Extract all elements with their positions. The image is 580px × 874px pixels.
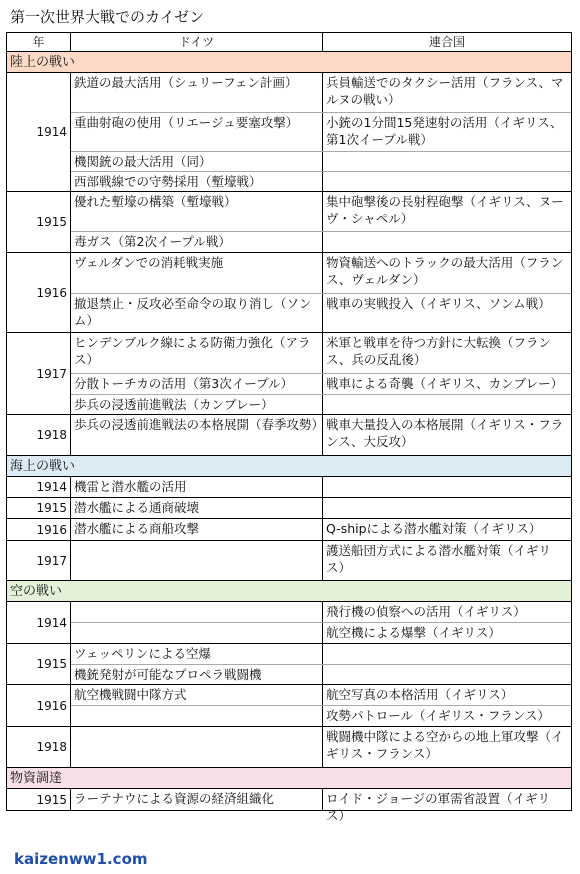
year-cell: 1917 bbox=[7, 333, 71, 414]
germany-cell: 優れた塹壕の構築（塹壕戦） bbox=[71, 192, 323, 231]
year-cell: 1915 bbox=[7, 644, 71, 684]
section-title: 陸上の戦い bbox=[6, 52, 572, 73]
year-cell: 1916 bbox=[7, 519, 71, 540]
table-header bbox=[6, 32, 572, 52]
year-rows bbox=[71, 333, 571, 414]
allies-cell: 戦闘機中隊による空からの地上軍攻撃（イギリス・フランス） bbox=[326, 729, 564, 761]
table-row bbox=[71, 192, 571, 231]
year-rows bbox=[71, 477, 571, 497]
germany-cell: 西部戦線での守勢採用（塹壕戦） bbox=[71, 172, 323, 191]
table-row bbox=[71, 333, 571, 373]
allies-cell bbox=[323, 498, 571, 518]
germany-cell: 撤退禁止・反攻必至命令の取り消し（ソンム） bbox=[71, 294, 323, 332]
germany-cell bbox=[71, 727, 323, 767]
germany-cell: ラーテナウによる資源の経済組織化 bbox=[71, 789, 323, 810]
germany-cell: 鉄道の最大活用（シュリーフェン計画） bbox=[71, 73, 323, 112]
allies-cell: 戦車大量投入の本格展開（イギリス・フランス、大反攻） bbox=[326, 417, 564, 449]
year-rows bbox=[71, 789, 571, 823]
allies-cell bbox=[323, 172, 571, 191]
allies-cell: 小銃の1分間15発速射の活用（イギリス、第1次イープル戦） bbox=[326, 115, 563, 147]
germany-cell bbox=[71, 623, 323, 643]
table-row bbox=[71, 151, 571, 171]
germany-cell bbox=[71, 541, 323, 580]
table-row bbox=[71, 789, 571, 823]
allies-cell: ロイド・ジョージの軍需省設置（イギリス） bbox=[326, 791, 551, 823]
germany-cell: ヒンデンブルク線による防衛力強化（アラス） bbox=[71, 333, 323, 373]
table-row bbox=[71, 622, 571, 643]
table-row bbox=[71, 498, 571, 518]
table-row bbox=[71, 373, 571, 394]
year-rows bbox=[71, 519, 571, 540]
allies-cell: 護送船団方式による潜水艦対策（イギリス） bbox=[326, 543, 552, 575]
year-rows bbox=[71, 192, 571, 252]
header-year: 年 bbox=[7, 33, 71, 51]
allies-cell: 物資輸送へのトラックの最大活用（フランス、ヴェルダン） bbox=[326, 255, 564, 287]
allies-cell: Q-shipによる潜水艦対策（イギリス） bbox=[326, 521, 542, 536]
table-row bbox=[71, 415, 571, 455]
table-row bbox=[71, 73, 571, 112]
year-cell: 1914 bbox=[7, 73, 71, 191]
germany-cell: 航空機戦闘中隊方式 bbox=[71, 685, 323, 705]
allies-cell: 戦車による奇襲（イギリス、カンブレー） bbox=[326, 376, 564, 391]
germany-cell: ツェッペリンによる空爆 bbox=[71, 644, 323, 664]
year-group bbox=[6, 73, 572, 192]
allies-cell: 飛行機の偵察への活用（イギリス） bbox=[326, 604, 526, 619]
allies-cell bbox=[323, 665, 571, 684]
table-row bbox=[71, 541, 571, 580]
table-row bbox=[71, 705, 571, 726]
table-row bbox=[71, 602, 571, 622]
section bbox=[6, 52, 572, 456]
year-group bbox=[6, 253, 572, 333]
section bbox=[6, 581, 572, 768]
year-cell: 1915 bbox=[7, 498, 71, 518]
table-row bbox=[71, 293, 571, 332]
allies-cell: 集中砲撃後の長射程砲撃（イギリス、ヌーヴ・シャペル） bbox=[326, 194, 564, 226]
year-rows bbox=[71, 541, 571, 580]
year-rows bbox=[71, 685, 571, 726]
year-group bbox=[6, 602, 572, 644]
allies-cell: 攻勢パトロール（イギリス・フランス） bbox=[326, 708, 550, 723]
year-group bbox=[6, 477, 572, 498]
year-group bbox=[6, 789, 572, 823]
germany-cell: 潜水艦による通商破壊 bbox=[71, 498, 323, 518]
year-rows bbox=[71, 602, 571, 643]
year-group bbox=[6, 415, 572, 456]
year-cell: 1916 bbox=[7, 685, 71, 726]
germany-cell: 機銃発射が可能なプロペラ戦闘機 bbox=[71, 665, 323, 684]
allies-cell bbox=[323, 477, 571, 497]
section-title: 空の戦い bbox=[6, 581, 572, 602]
germany-cell: ヴェルダンでの消耗戦実施 bbox=[71, 253, 323, 293]
table-row bbox=[71, 519, 571, 540]
year-rows bbox=[71, 644, 571, 684]
germany-cell: 歩兵の浸透前進戦法の本格展開（春季攻勢） bbox=[71, 415, 323, 455]
year-cell: 1915 bbox=[7, 192, 71, 252]
allies-cell: 航空機による爆撃（イギリス） bbox=[326, 625, 501, 640]
site-link[interactable]: kaizenww1.com bbox=[14, 850, 148, 868]
year-group bbox=[6, 333, 572, 415]
germany-cell bbox=[71, 706, 323, 726]
year-cell: 1915 bbox=[7, 789, 71, 810]
table-body bbox=[6, 52, 572, 823]
page-title: 第一次世界大戦でのカイゼン bbox=[10, 8, 205, 26]
germany-cell: 機雷と潜水艦の活用 bbox=[71, 477, 323, 497]
germany-cell: 毒ガス（第2次イープル戦） bbox=[71, 232, 323, 252]
table-row bbox=[71, 253, 571, 293]
allies-cell: 航空写真の本格活用（イギリス） bbox=[326, 687, 514, 702]
germany-cell: 潜水艦による商船攻撃 bbox=[71, 519, 323, 540]
germany-cell: 歩兵の浸透前進戦法（カンブレー） bbox=[71, 395, 323, 414]
year-group bbox=[6, 644, 572, 685]
year-rows bbox=[71, 727, 571, 767]
year-cell: 1918 bbox=[7, 727, 71, 767]
year-cell: 1918 bbox=[7, 415, 71, 455]
year-group bbox=[6, 498, 572, 519]
allies-cell bbox=[323, 395, 571, 414]
section-title: 物資調達 bbox=[6, 768, 572, 789]
allies-cell: 兵員輸送でのタクシー活用（フランス、マルヌの戦い） bbox=[326, 75, 564, 107]
table-row bbox=[71, 644, 571, 664]
year-rows bbox=[71, 73, 571, 191]
germany-cell bbox=[71, 602, 323, 622]
table-row bbox=[71, 171, 571, 191]
table-row bbox=[71, 394, 571, 414]
year-group bbox=[6, 541, 572, 581]
year-cell: 1914 bbox=[7, 477, 71, 497]
table-row bbox=[71, 477, 571, 497]
table-row bbox=[71, 231, 571, 252]
header-allies: 連合国 bbox=[428, 35, 465, 49]
year-cell: 1914 bbox=[7, 602, 71, 643]
year-group bbox=[6, 519, 572, 541]
table-row bbox=[71, 727, 571, 767]
year-cell: 1916 bbox=[7, 253, 71, 332]
germany-cell: 機関銃の最大活用（同） bbox=[71, 152, 323, 171]
year-group bbox=[6, 727, 572, 768]
allies-cell bbox=[323, 152, 571, 171]
kaizen-table bbox=[6, 32, 572, 823]
header-germany: ドイツ bbox=[71, 33, 323, 51]
year-group bbox=[6, 192, 572, 253]
table-row bbox=[71, 664, 571, 684]
year-rows bbox=[71, 253, 571, 332]
year-rows bbox=[71, 415, 571, 455]
germany-cell: 分散トーチカの活用（第3次イープル） bbox=[71, 374, 323, 394]
allies-cell bbox=[323, 644, 571, 664]
section bbox=[6, 768, 572, 823]
germany-cell: 重曲射砲の使用（リエージュ要塞攻撃） bbox=[71, 113, 323, 151]
allies-cell: 戦車の実戦投入（イギリス、ソンム戦） bbox=[326, 296, 551, 311]
section-title: 海上の戦い bbox=[6, 456, 572, 477]
allies-cell bbox=[323, 232, 571, 252]
section bbox=[6, 456, 572, 581]
year-group bbox=[6, 685, 572, 727]
table-row bbox=[71, 685, 571, 705]
year-rows bbox=[71, 498, 571, 518]
table-row bbox=[71, 112, 571, 151]
year-cell: 1917 bbox=[7, 541, 71, 580]
allies-cell: 米軍と戦車を待つ方針に大転換（フランス、兵の反乱後） bbox=[326, 335, 552, 367]
